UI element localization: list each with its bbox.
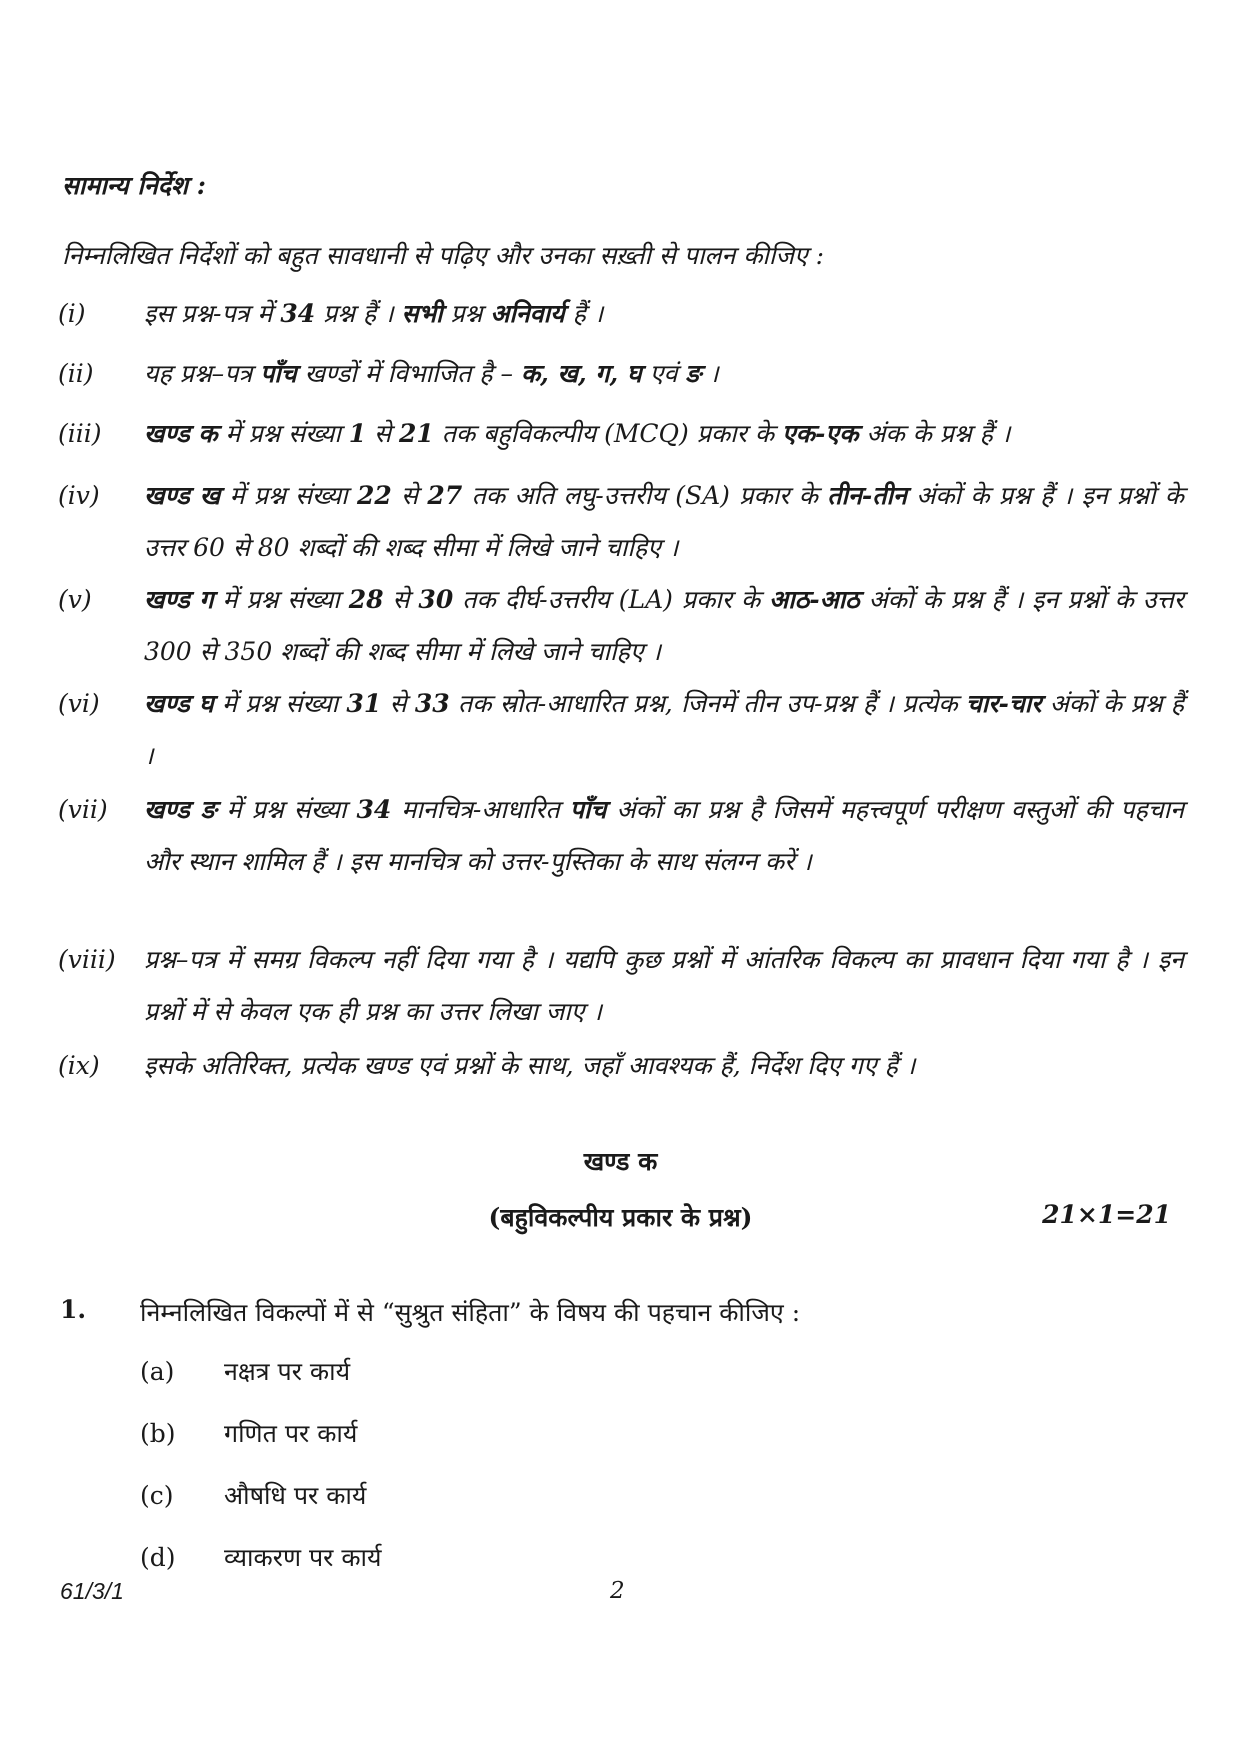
instruction-number: (ii) — [58, 359, 94, 388]
instruction-text: खण्ड क में प्रश्न संख्या 1 से 21 तक बहुविकल्पीय (MCQ) प्रकार के एक-एक अंक के प्रश्न हैं । — [144, 419, 1011, 448]
instructions-intro: निम्नलिखित निर्देशों को बहुत सावधानी से पढ़िए और उनका सख़्ती से पालन कीजिए : — [62, 241, 825, 270]
option-label: (b) — [140, 1419, 176, 1448]
instruction-number: (v) — [58, 585, 92, 614]
general-instructions-heading: सामान्य निर्देश : — [62, 171, 206, 200]
instruction-number: (vi) — [58, 689, 100, 718]
option-label: (d) — [140, 1543, 176, 1572]
page-number: 2 — [610, 1578, 625, 1604]
instruction-text: इसके अतिरिक्त, प्रत्येक खण्ड एवं प्रश्नों के साथ, जहाँ आवश्यक हैं, निर्देश दिए गए हैं । — [144, 1051, 916, 1080]
instruction-number: (viii) — [58, 945, 116, 974]
option-a — [140, 1354, 350, 1388]
instruction-text: यह प्रश्न–पत्र पाँच खण्डों में विभाजित है – क, ख, ग, घ एवं ङ । — [144, 359, 719, 388]
section-title: खण्ड क — [583, 1147, 658, 1176]
instruction-text: प्रश्न–पत्र में समग्र विकल्प नहीं दिया गया है । यद्यपि कुछ प्रश्नों में आंतरिक विकल्प का प्रावधान दिया गया है । इन प्रश्नों में से केवल एक ही प्रश्न का उत्तर लिखा जाए । — [144, 945, 1184, 1026]
option-text: व्याकरण पर कार्य — [224, 1543, 382, 1572]
option-label: (c) — [140, 1481, 174, 1510]
instruction-number: (i) — [58, 299, 86, 328]
option-c — [140, 1478, 366, 1512]
instruction-text: खण्ड घ में प्रश्न संख्या 31 से 33 तक स्रोत-आधारित प्रश्न, जिनमें तीन उप-प्रश्न हैं । प्रत्येक चार-चार अंकों के प्रश्न हैं । — [144, 689, 1185, 770]
option-text: गणित पर कार्य — [224, 1419, 358, 1448]
instruction-text: इस प्रश्न-पत्र में 34 प्रश्न हैं । सभी प्रश्न अनिवार्य हैं । — [144, 299, 604, 328]
option-text: नक्षत्र पर कार्य — [224, 1357, 351, 1386]
section-subtitle: (बहुविकल्पीय प्रकार के प्रश्न) — [488, 1203, 753, 1232]
question-number: 1. — [60, 1295, 87, 1324]
option-label: (a) — [140, 1357, 175, 1386]
question-text: निम्नलिखित विकल्पों में से “सुश्रुत संहिता” के विषय की पहचान कीजिए : — [140, 1298, 801, 1327]
instruction-number: (vii) — [58, 795, 108, 824]
instruction-text: खण्ड ग में प्रश्न संख्या 28 से 30 तक दीर्घ-उत्तरीय (LA) प्रकार के आठ-आठ अंकों के प्रश्न हैं । इन प्रश्नों के उत्तर 300 से 350 शब्दों की शब्द सीमा में लिखे जाने चाहिए । — [144, 585, 1185, 666]
option-text: औषधि पर कार्य — [224, 1481, 367, 1510]
instruction-number: (ix) — [58, 1051, 100, 1080]
instruction-text: खण्ड ख में प्रश्न संख्या 22 से 27 तक अति लघु-उत्तरीय (SA) प्रकार के तीन-तीन अंकों के प्रश्न हैं । इन प्रश्नों के उत्तर 60 से 80 शब्दों की शब्द सीमा में लिखे जाने चाहिए । — [144, 481, 1185, 562]
option-b — [140, 1416, 357, 1450]
paper-code: 61/3/1 — [60, 1578, 124, 1604]
instruction-number: (iii) — [58, 419, 102, 448]
section-marks: 21×1=21 — [1042, 1200, 1171, 1229]
option-d — [140, 1540, 382, 1574]
instruction-text: खण्ड ङ में प्रश्न संख्या 34 मानचित्र-आधारित पाँच अंकों का प्रश्न है जिसमें महत्त्वपूर्ण परीक्षण वस्तुओं की पहचान और स्थान शामिल हैं । इस मानचित्र को उत्तर-पुस्तिका के साथ संलग्न करें । — [144, 795, 1184, 876]
instruction-number: (iv) — [58, 481, 100, 510]
